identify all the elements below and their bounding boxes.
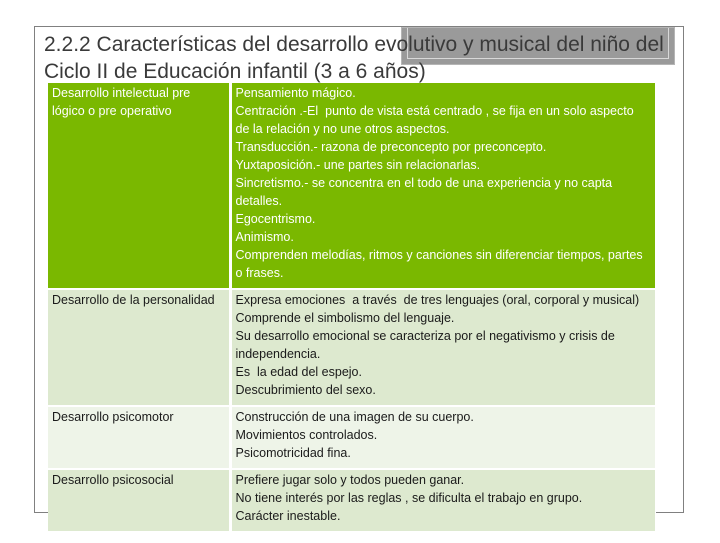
- table-row-psychosocial: [48, 469, 656, 532]
- row-label: Desarrollo psicosocial: [48, 469, 230, 532]
- content-line: Expresa emociones a través de tres lenguajes (oral, corporal y musical): [235, 293, 640, 307]
- content-line: No tiene interés por las reglas , se dificulta el trabajo en grupo.: [235, 491, 583, 505]
- characteristics-table-wrapper: [48, 83, 656, 543]
- content-line: Psicomotricidad fina.: [235, 446, 351, 460]
- row-label: Desarrollo de la personalidad: [48, 289, 230, 406]
- slide-title: 2.2.2 Características del desarrollo evolutivo y musical del niño del Ciclo II de Educación infantil (3 a 6 años): [44, 33, 664, 83]
- content-line: Yuxtaposición.- une partes sin relacionarlas.: [235, 158, 481, 172]
- content-line: Animismo.: [235, 230, 294, 244]
- row-label: Desarrollo psicomotor: [48, 406, 230, 469]
- row-content: [230, 289, 656, 406]
- content-line: Carácter inestable.: [235, 509, 341, 523]
- content-line: Es la edad del espejo.: [235, 365, 362, 379]
- content-line: Pensamiento mágico.: [235, 86, 356, 100]
- content-line: Centración .-El punto de vista está centrado , se fija en un solo aspecto de la relación y no une otros aspectos.: [235, 104, 638, 136]
- table-row-psychomotor: [48, 406, 656, 469]
- content-line: Movimientos controlados.: [235, 428, 378, 442]
- row-content: [230, 83, 656, 289]
- row-content: [230, 406, 656, 469]
- content-line: Comprenden melodías, ritmos y canciones sin diferenciar tiempos, partes o frases.: [235, 248, 647, 280]
- characteristics-table: [48, 83, 656, 533]
- content-line: Su desarrollo emocional se caracteriza por el negativismo y crisis de independencia.: [235, 329, 619, 361]
- table-row-personality: [48, 289, 656, 406]
- row-content: [230, 469, 656, 532]
- content-line: Egocentrismo.: [235, 212, 316, 226]
- content-line: Sincretismo.- se concentra en el todo de una experiencia y no capta detalles.: [235, 176, 616, 208]
- content-line: Construcción de una imagen de su cuerpo.: [235, 410, 474, 424]
- row-label: Desarrollo intelectual pre lógico o pre operativo: [48, 83, 230, 289]
- content-line: Comprende el simbolismo del lenguaje.: [235, 311, 455, 325]
- table-row-intellectual: [48, 83, 656, 289]
- content-line: Transducción.- razona de preconcepto por preconcepto.: [235, 140, 547, 154]
- content-line: Prefiere jugar solo y todos pueden ganar.: [235, 473, 465, 487]
- content-line: Descubrimiento del sexo.: [235, 383, 376, 397]
